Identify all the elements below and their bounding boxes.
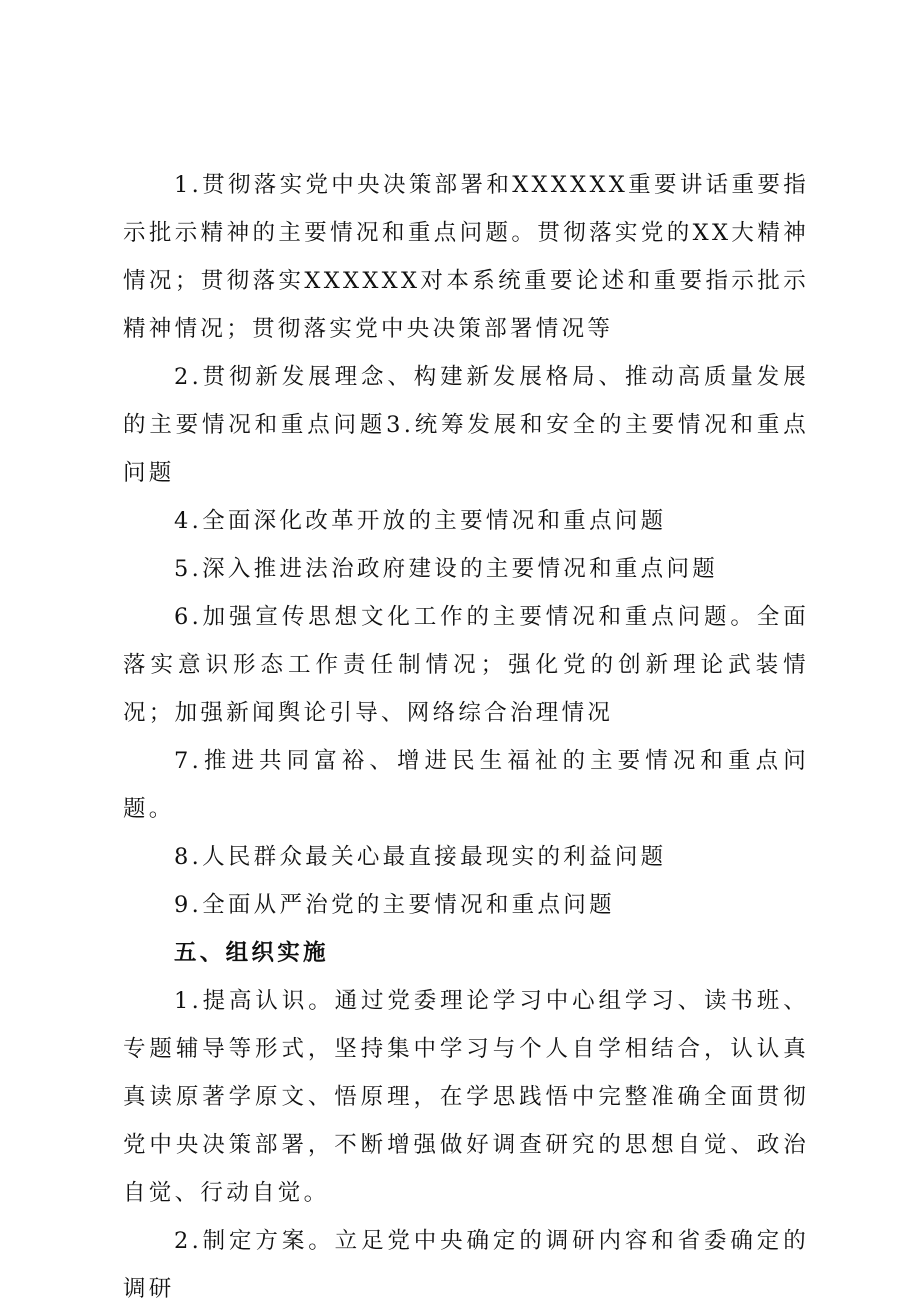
paragraph-item-4: 4.全面深化改革开放的主要情况和重点问题 bbox=[174, 508, 667, 534]
paragraph-item-7: 7.推进共同富裕、增进民生福祉的主要情况和重点问题。 bbox=[123, 748, 809, 822]
document-body bbox=[123, 161, 809, 1313]
paragraph-item-6: 6.加强宣传思想文化工作的主要情况和重点问题。全面落实意识形态工作责任制情况；强化党的创新理论武装情况；加强新闻舆论引导、网络综合治理情况 bbox=[123, 604, 809, 726]
section-heading: 五、组织实施 bbox=[174, 940, 329, 966]
paragraph-item-1: 1.贯彻落实党中央决策部署和XXXXXX重要讲话重要指示批示精神的主要情况和重点问题。贯彻落实党的XX大精神情况；贯彻落实XXXXXX对本系统重要论述和重要指示批示精神情况；贯彻落实党中央决策部署情况等 bbox=[123, 172, 809, 342]
paragraph-item-2-3: 2.贯彻新发展理念、构建新发展格局、推动高质量发展的主要情况和重点问题3.统筹发展和安全的主要情况和重点问题 bbox=[123, 364, 809, 486]
section-paragraph-2: 2.制定方案。立足党中央确定的调研内容和省委确定的调研 bbox=[123, 1228, 809, 1302]
paragraph-item-8: 8.人民群众最关心最直接最现实的利益问题 bbox=[174, 844, 667, 870]
section-paragraph-1: 1.提高认识。通过党委理论学习中心组学习、读书班、专题辅导等形式，坚持集中学习与个人自学相结合，认认真真读原著学原文、悟原理，在学思践悟中完整准确全面贯彻党中央决策部署，不断增强做好调查研究的思想自觉、政治自觉、行动自觉。 bbox=[123, 988, 809, 1206]
paragraph-item-9: 9.全面从严治党的主要情况和重点问题 bbox=[174, 892, 615, 918]
paragraph-item-5: 5.深入推进法治政府建设的主要情况和重点问题 bbox=[174, 556, 719, 582]
